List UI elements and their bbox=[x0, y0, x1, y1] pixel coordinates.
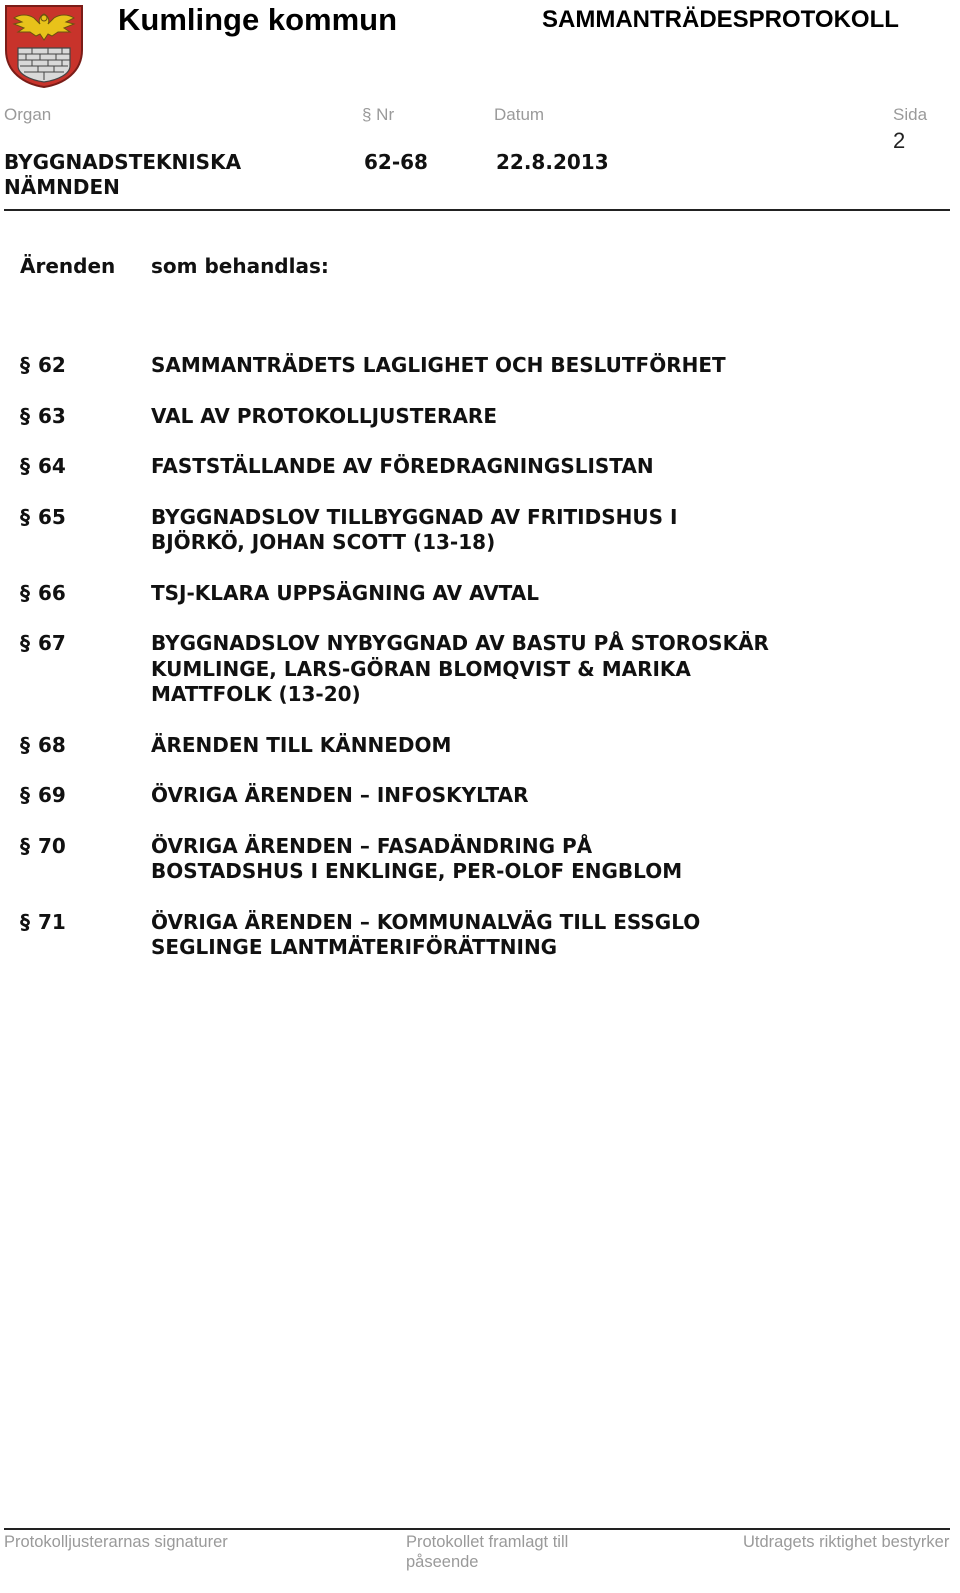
footer-signatures-label: Protokolljusterarnas signaturer bbox=[4, 1533, 228, 1551]
section-sign: § bbox=[20, 454, 30, 478]
agenda-item-title: ÖVRIGA ÄRENDEN – KOMMUNALVÄG TILL ESSGLO SEGLINGE LANTMÄTERIFÖRÄTTNING bbox=[151, 909, 701, 959]
agenda-item bbox=[20, 454, 940, 480]
section-sign: § bbox=[20, 909, 30, 934]
agenda-item bbox=[20, 834, 940, 885]
agenda-item-number: § 69 bbox=[20, 783, 66, 807]
agenda-item-number: § 66 bbox=[20, 580, 66, 605]
header-divider bbox=[4, 209, 950, 211]
municipality-name: Kumlinge kommun bbox=[118, 2, 398, 37]
agenda-item-number: § 70 bbox=[20, 833, 66, 858]
agenda-item bbox=[20, 910, 940, 961]
agenda-item-number: § 68 bbox=[20, 732, 66, 757]
section-sign: § bbox=[20, 403, 30, 428]
agenda-item bbox=[20, 631, 940, 708]
agenda-item-number: § 63 bbox=[20, 403, 66, 428]
paragraph-number-value: 62-68 bbox=[364, 150, 428, 174]
section-sign: § bbox=[20, 833, 30, 858]
section-sign: § bbox=[20, 504, 30, 529]
section-sign: § bbox=[20, 580, 30, 605]
agenda-list bbox=[20, 353, 940, 986]
section-heading-right: som behandlas: bbox=[151, 254, 329, 278]
paragraph-number-label: § Nr bbox=[362, 105, 395, 124]
agenda-item bbox=[20, 733, 940, 759]
agenda-item bbox=[20, 353, 940, 379]
agenda-item bbox=[20, 783, 940, 809]
agenda-item-title: SAMMANTRÄDETS LAGLIGHET OCH BESLUTFÖRHET bbox=[151, 353, 726, 377]
agenda-item-title: VAL AV PROTOKOLLJUSTERARE bbox=[151, 403, 497, 428]
footer-posted-label: Protokollet framlagt till påseende bbox=[406, 1533, 569, 1571]
section-sign: § bbox=[20, 783, 30, 807]
agenda-item-number: § 64 bbox=[20, 454, 66, 478]
section-sign: § bbox=[20, 353, 30, 377]
agenda-item-number: § 71 bbox=[20, 909, 66, 934]
date-value: 22.8.2013 bbox=[496, 150, 609, 174]
organ-label: Organ bbox=[4, 105, 52, 124]
agenda-item-title: BYGGNADSLOV NYBYGGNAD AV BASTU PÅ STOROSKÄR KUMLINGE, LARS-GÖRAN BLOMQVIST & MARIKA MATTFOLK (13-20) bbox=[151, 631, 769, 706]
organ-value: BYGGNADSTEKNISKA NÄMNDEN bbox=[4, 150, 242, 199]
agenda-item bbox=[20, 505, 940, 556]
page-label: Sida bbox=[893, 105, 928, 124]
agenda-item-number: § 67 bbox=[20, 631, 66, 655]
agenda-item-title: ÖVRIGA ÄRENDEN – INFOSKYLTAR bbox=[151, 783, 529, 807]
date-label: Datum bbox=[494, 105, 545, 124]
agenda-item-number: § 62 bbox=[20, 353, 66, 377]
agenda-item-title: FASTSTÄLLANDE AV FÖREDRAGNINGSLISTAN bbox=[151, 454, 654, 478]
agenda-item bbox=[20, 581, 940, 607]
page-number-value: 2 bbox=[893, 128, 906, 153]
agenda-item-title: ÄRENDEN TILL KÄNNEDOM bbox=[151, 732, 452, 757]
coat-of-arms-logo bbox=[4, 4, 84, 88]
agenda-item-title: TSJ-KLARA UPPSÄGNING AV AVTAL bbox=[151, 580, 539, 605]
footer-certification-label: Utdragets riktighet bestyrker bbox=[743, 1533, 950, 1551]
section-heading-left: Ärenden bbox=[20, 254, 116, 278]
agenda-item-number: § 65 bbox=[20, 504, 66, 529]
agenda-item-title: ÖVRIGA ÄRENDEN – FASADÄNDRING PÅ BOSTADSHUS I ENKLINGE, PER-OLOF ENGBLOM bbox=[151, 833, 683, 883]
section-sign: § bbox=[20, 732, 30, 757]
section-sign: § bbox=[20, 631, 30, 655]
footer-divider bbox=[4, 1528, 950, 1530]
agenda-item bbox=[20, 404, 940, 430]
document-type-title: SAMMANTRÄDESPROTOKOLL bbox=[542, 6, 899, 33]
agenda-item-title: BYGGNADSLOV TILLBYGGNAD AV FRITIDSHUS I BJÖRKÖ, JOHAN SCOTT (13-18) bbox=[151, 504, 678, 554]
